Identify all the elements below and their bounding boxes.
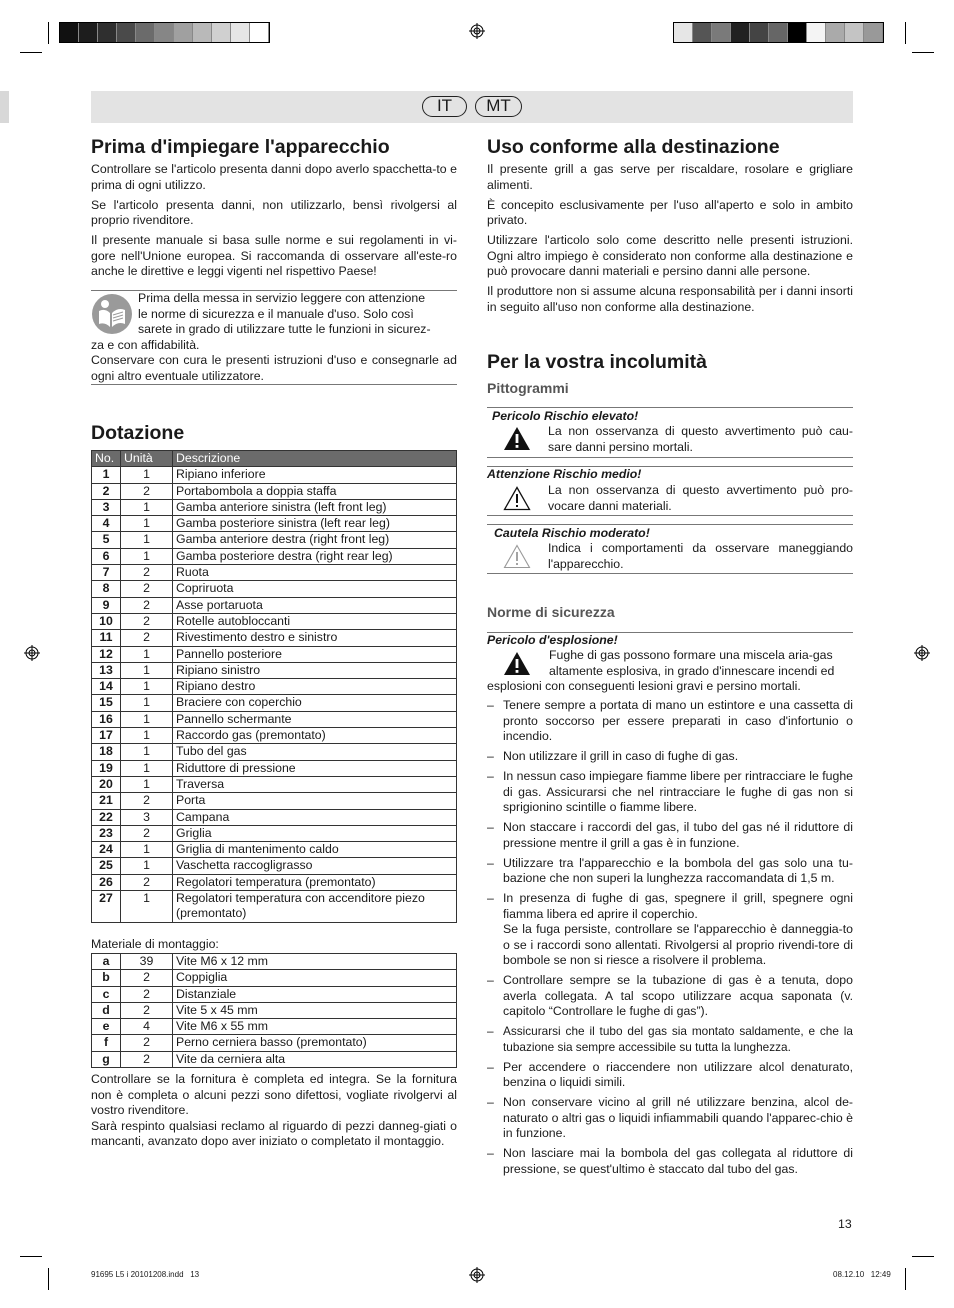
- cell-qty: 2: [121, 825, 173, 841]
- table-row: [92, 695, 457, 711]
- crop-mark: [48, 22, 49, 44]
- pictograms-title: Pittogrammi: [487, 380, 569, 396]
- cell-desc: Riduttore di pressione: [173, 760, 457, 776]
- cell-no: 5: [92, 532, 121, 548]
- page-number: 13: [838, 1217, 852, 1231]
- contents-title: Dotazione: [91, 422, 185, 444]
- cell-no: c: [92, 986, 121, 1002]
- cell-no: 9: [92, 597, 121, 613]
- warning-danger-title: Pericolo Rischio elevato!: [492, 409, 639, 423]
- notice-line: Conservare con cura le presenti istruzioni d'uso e consegnarle ad ogni altro eventuale utilizzatore.: [91, 353, 457, 383]
- table-row: [92, 858, 457, 874]
- cell-qty: 2: [121, 630, 173, 646]
- cell-desc: Ripiano inferiore: [173, 467, 457, 483]
- cell-no: a: [92, 954, 121, 970]
- cell-no: 10: [92, 613, 121, 629]
- cell-no: 26: [92, 874, 121, 890]
- table-row: [92, 581, 457, 597]
- language-bar: [91, 91, 853, 123]
- cell-qty: 1: [121, 646, 173, 662]
- cell-qty: 1: [121, 516, 173, 532]
- cell-desc: Gamba posteriore sinistra (left rear leg): [173, 516, 457, 532]
- cell-desc: Gamba posteriore destra (right rear leg): [173, 548, 457, 564]
- contents-table: [91, 450, 457, 923]
- cell-desc: Vaschetta raccogligrasso: [173, 858, 457, 874]
- cell-qty: 1: [121, 858, 173, 874]
- paragraph: Sarà respinto qualsiasi reclamo al riguardo di pezzi danneg-giati o mancanti, avanzato dopo aver iniziato o completato il montaggio.: [91, 1118, 457, 1148]
- notice-line: sarete in grado di utilizzare tutte le funzioni in sicurez-: [138, 322, 431, 336]
- table-row: [92, 662, 457, 678]
- table-row: [92, 711, 457, 727]
- cell-no: 13: [92, 662, 121, 678]
- table-row: [92, 646, 457, 662]
- list-item: – In nessun caso impiegare fiamme libere per rintracciare le fughe di gas. Assicurarsi che nel rintracciare le fughe di gas non si sprigionino scintille o fiamme libere.: [487, 769, 853, 816]
- cell-no: 22: [92, 809, 121, 825]
- safety-title: Per la vostra incolumità: [487, 351, 707, 373]
- cell-desc: Regolatori temperatura (premontato): [173, 874, 457, 890]
- contents-after-text: [91, 1072, 457, 1150]
- attention-warning-icon: [503, 486, 531, 511]
- cell-no: 1: [92, 467, 121, 483]
- list-item-text: Se la fuga persiste, controllare se l'apparecchio è danneggia-to o se i raccordi sono allentati. Rivolgersi al proprio rivendi-tore di bombole se non si riesce a risolvere il problema.: [503, 922, 853, 967]
- cell-desc: Campana: [173, 809, 457, 825]
- assembly-label: Materiale di montaggio:: [91, 937, 219, 951]
- table-row: [92, 874, 457, 890]
- paragraph: Controllare se l'articolo presenta danni dopo averlo spacchetta-to e prima di ogni utilizzo.: [91, 162, 457, 192]
- cell-qty: 1: [121, 548, 173, 564]
- cell-desc: Griglia: [173, 825, 457, 841]
- notice-line: le norme di sicurezza e il manuale d'uso. Solo così: [138, 306, 414, 321]
- warning-caution-body: La non osservanza di questo avvertimento può pro-vocare danni materiali.: [548, 483, 853, 513]
- paragraph: Il presente grill a gas serve per riscaldare, rosolare e grigliare alimenti.: [487, 162, 853, 192]
- cell-no: 21: [92, 793, 121, 809]
- cell-no: 24: [92, 842, 121, 858]
- list-item: – Utilizzare tra l'apparecchio e la bombola del gas solo una tu-bazione che non superi la lunghezza raccomandata di 1,5 m.: [487, 856, 853, 887]
- cell-qty: 2: [121, 565, 173, 581]
- table-row: [92, 532, 457, 548]
- cell-desc: Traversa: [173, 776, 457, 792]
- cell-qty: 1: [121, 891, 173, 923]
- cell-no: 15: [92, 695, 121, 711]
- paragraph: Il produttore non si assume alcuna responsabilità per i danni insorti in seguito all'uso non conforme alla destinazione.: [487, 284, 853, 314]
- table-row: [92, 842, 457, 858]
- col-header-no: No.: [92, 451, 121, 467]
- crop-mark: [912, 1256, 934, 1257]
- cell-qty: 1: [121, 532, 173, 548]
- intended-use-text: [487, 162, 853, 320]
- cell-desc: Griglia di mantenimento caldo: [173, 842, 457, 858]
- cell-desc: Gamba anteriore sinistra (left front leg): [173, 499, 457, 515]
- list-item: – Non conservare vicino al grill né utilizzare benzina, alcol de-naturato o altri gas o liquidi infiammabili quando l'apparec-chio è in funzione.: [487, 1095, 853, 1142]
- table-row: [92, 954, 457, 970]
- divider: [487, 407, 853, 408]
- explosion-warning-title: Pericolo d'esplosione!: [487, 633, 618, 647]
- cell-no: e: [92, 1019, 121, 1035]
- text-line: altamente esplosiva, in grado d'innescare incendi ed: [549, 663, 835, 678]
- cell-desc: Ruota: [173, 565, 457, 581]
- cell-desc: Distanziale: [173, 986, 457, 1002]
- crop-mark: [905, 22, 906, 44]
- divider: [487, 515, 853, 516]
- footer-file-info: 91695 L5 i 20101208.indd 13: [91, 1270, 200, 1279]
- cell-desc: Vite 5 x 45 mm: [173, 1002, 457, 1018]
- cell-qty: 1: [121, 467, 173, 483]
- crop-mark: [905, 1268, 906, 1290]
- table-row: [92, 744, 457, 760]
- table-row: [92, 483, 457, 499]
- crop-mark: [20, 52, 42, 53]
- divider: [91, 384, 457, 385]
- cell-no: b: [92, 970, 121, 986]
- before-use-title: Prima d'impiegare l'apparecchio: [91, 136, 390, 158]
- cell-desc: Pannello schermante: [173, 711, 457, 727]
- cell-no: 14: [92, 679, 121, 695]
- edge-tab: [0, 91, 9, 123]
- text-line: esplosioni con conseguenti lesioni gravi e persino mortali.: [487, 679, 801, 693]
- cell-no: 23: [92, 825, 121, 841]
- cell-no: 18: [92, 744, 121, 760]
- cell-desc: Vite M6 x 12 mm: [173, 954, 457, 970]
- cell-no: 27: [92, 891, 121, 923]
- cell-qty: 1: [121, 842, 173, 858]
- cell-no: 17: [92, 728, 121, 744]
- table-row: [92, 793, 457, 809]
- table-row: [92, 467, 457, 483]
- cell-desc: Portabombola a doppia staffa: [173, 483, 457, 499]
- paragraph: È concepito esclusivamente per l'uso all'aperto e solo in ambito privato.: [487, 197, 853, 227]
- table-row: [92, 1019, 457, 1035]
- paragraph: Il presente manuale si basa sulle norme e sui regolamenti in vi-gore nell'Unione europea. Si raccomanda di osservare all'este-ro anche le direttive e leggi vigenti nel rispettivo Paese!: [91, 233, 457, 278]
- cell-desc: Pannello posteriore: [173, 646, 457, 662]
- table-row: [92, 1002, 457, 1018]
- cell-qty: 1: [121, 776, 173, 792]
- table-row: [92, 499, 457, 515]
- color-bar-left: [59, 22, 270, 43]
- cell-no: g: [92, 1051, 121, 1067]
- warning-danger-body: La non osservanza di questo avvertimento può cau-sare danni persino mortali.: [548, 424, 853, 454]
- table-row: [92, 970, 457, 986]
- lang-tab-it: IT: [422, 96, 467, 117]
- cell-desc: Copriruota: [173, 581, 457, 597]
- crop-mark: [20, 1256, 42, 1257]
- cell-qty: 2: [121, 1051, 173, 1067]
- notice-line: Prima della messa in servizio leggere con attenzione: [138, 291, 426, 305]
- color-bar-right: [673, 22, 884, 43]
- text-line: Fughe di gas possono formare una miscela aria-gas: [549, 648, 833, 662]
- cell-qty: 2: [121, 581, 173, 597]
- cell-desc: Regolatori temperatura con accenditore piezo (premontato): [173, 891, 457, 923]
- cell-qty: 2: [121, 970, 173, 986]
- cell-desc: Porta: [173, 793, 457, 809]
- cell-qty: 1: [121, 499, 173, 515]
- notice-line: za e con affidabilità.: [91, 337, 200, 352]
- cell-qty: 2: [121, 613, 173, 629]
- warning-caution-title: Attenzione Rischio medio!: [487, 467, 642, 481]
- cell-qty: 1: [121, 711, 173, 727]
- list-item: – Assicurarsi che il tubo del gas sia montato saldamente, e che la tubazione sia sempre accessibile su tutta la lunghezza.: [487, 1024, 853, 1055]
- list-item: – Controllare sempre se la tubazione di gas è a tenuta, dopo averla collegata. A tal scopo utilizzare acqua saponata (v. capitolo “Controllare le fughe di gas”).: [487, 973, 853, 1020]
- list-item: – Non utilizzare il grill in caso di fughe di gas.: [487, 749, 853, 765]
- cell-qty: 1: [121, 760, 173, 776]
- cell-qty: 4: [121, 1019, 173, 1035]
- cell-desc: Braciere con coperchio: [173, 695, 457, 711]
- cell-qty: 2: [121, 597, 173, 613]
- cell-qty: 2: [121, 793, 173, 809]
- table-row: [92, 760, 457, 776]
- cell-desc: Ripiano sinistro: [173, 662, 457, 678]
- cell-no: 4: [92, 516, 121, 532]
- cell-no: 3: [92, 499, 121, 515]
- registration-mark-icon: [914, 645, 930, 661]
- divider: [487, 573, 853, 574]
- cell-qty: 1: [121, 695, 173, 711]
- assembly-table: [91, 953, 457, 1068]
- before-use-text: [91, 162, 457, 284]
- danger-warning-icon: [503, 426, 531, 451]
- cell-qty: 1: [121, 679, 173, 695]
- table-header-row: [92, 451, 457, 467]
- table-row: [92, 613, 457, 629]
- safety-rules-title: Norme di sicurezza: [487, 604, 615, 620]
- table-row: [92, 728, 457, 744]
- registration-mark-icon: [469, 1267, 485, 1283]
- cell-no: d: [92, 1002, 121, 1018]
- cell-no: 19: [92, 760, 121, 776]
- cell-desc: Ripiano destro: [173, 679, 457, 695]
- cell-desc: Vite da cerniera alta: [173, 1051, 457, 1067]
- col-header-qty: Unità: [121, 451, 173, 467]
- cell-qty: 2: [121, 986, 173, 1002]
- cell-desc: Vite M6 x 55 mm: [173, 1019, 457, 1035]
- list-item: – Non staccare i raccordi del gas, il tubo del gas né il riduttore di pressione mentre il grill a gas è in funzione.: [487, 820, 853, 851]
- paragraph: Utilizzare l'articolo solo come descritto nelle presenti istruzioni. Ogni altro impiego è considerato non conforme alla destinazione e può provocare danni materiali e persino danni alle persone.: [487, 233, 853, 278]
- notice-text: [91, 291, 457, 384]
- paragraph: Se l'articolo presenta danni, non utilizzarlo, bensì rivolgersi al proprio rivenditore.: [91, 197, 457, 227]
- table-row: [92, 679, 457, 695]
- cell-qty: 2: [121, 1035, 173, 1051]
- cell-qty: 2: [121, 1002, 173, 1018]
- table-row: [92, 986, 457, 1002]
- crop-mark: [48, 1268, 49, 1290]
- table-row: [92, 809, 457, 825]
- explosion-warning-text: [487, 648, 853, 695]
- divider: [487, 524, 853, 525]
- table-row: [92, 891, 457, 923]
- cell-no: f: [92, 1035, 121, 1051]
- crop-mark: [912, 52, 934, 53]
- cell-no: 20: [92, 776, 121, 792]
- cell-desc: Asse portaruota: [173, 597, 457, 613]
- footer-date-time: 08.12.10 12:49: [833, 1270, 891, 1279]
- registration-mark-icon: [469, 23, 485, 39]
- table-row: [92, 516, 457, 532]
- table-row: [92, 1051, 457, 1067]
- cell-qty: 1: [121, 662, 173, 678]
- cell-qty: 2: [121, 874, 173, 890]
- lang-tab-mt: MT: [475, 96, 522, 117]
- cell-desc: Rivestimento destro e sinistro: [173, 630, 457, 646]
- table-row: [92, 565, 457, 581]
- table-row: [92, 776, 457, 792]
- table-row: [92, 630, 457, 646]
- table-row: [92, 548, 457, 564]
- intended-use-title: Uso conforme alla destinazione: [487, 136, 780, 158]
- notice-warning-icon: [503, 544, 531, 569]
- cell-desc: Perno cerniera basso (premontato): [173, 1035, 457, 1051]
- cell-qty: 39: [121, 954, 173, 970]
- list-item: [487, 891, 853, 969]
- cell-qty: 3: [121, 809, 173, 825]
- cell-desc: Gamba anteriore destra (right front leg): [173, 532, 457, 548]
- cell-no: 25: [92, 858, 121, 874]
- cell-no: 2: [92, 483, 121, 499]
- col-header-desc: Descrizione: [173, 451, 457, 467]
- cell-no: 12: [92, 646, 121, 662]
- registration-mark-icon: [24, 645, 40, 661]
- list-item: – Per accendere o riaccendere non utilizzare alcol denaturato, benzina o liquidi simili.: [487, 1060, 853, 1091]
- cell-desc: Raccordo gas (premontato): [173, 728, 457, 744]
- list-item-text: – In presenza di fughe di gas, spegnere il grill, spegnere ogni fiamma libera ed aprire il coperchio.: [503, 891, 853, 921]
- list-item: – Tenere sempre a portata di mano un estintore e una cassetta di pronto soccorso per essere preparati in caso d'infortunio o incendio.: [487, 698, 853, 745]
- list-item: – Non lasciare mai la bombola del gas collegata al riduttore di pressione, se quest'ultimo è staccato dal tubo del gas.: [487, 1146, 853, 1177]
- warning-notice-title: Cautela Rischio moderato!: [494, 526, 650, 540]
- cell-no: 11: [92, 630, 121, 646]
- paragraph: Controllare se la fornitura è completa ed integra. Se la fornitura non è completa o alcuni pezzi sono difettosi, vogliate rivolgervi al vostro rivenditore.: [91, 1072, 457, 1117]
- cell-qty: 1: [121, 744, 173, 760]
- cell-desc: Tubo del gas: [173, 744, 457, 760]
- cell-no: 6: [92, 548, 121, 564]
- safety-rules-list: [487, 698, 853, 1182]
- cell-desc: Coppiglia: [173, 970, 457, 986]
- cell-qty: 1: [121, 728, 173, 744]
- cell-no: 8: [92, 581, 121, 597]
- cell-no: 16: [92, 711, 121, 727]
- divider: [487, 457, 853, 458]
- table-row: [92, 597, 457, 613]
- cell-desc: Rotelle autobloccanti: [173, 613, 457, 629]
- cell-no: 7: [92, 565, 121, 581]
- cell-qty: 2: [121, 483, 173, 499]
- warning-notice-body: Indica i comportamenti da osservare maneggiando l'apparecchio.: [548, 541, 853, 571]
- table-row: [92, 825, 457, 841]
- table-row: [92, 1035, 457, 1051]
